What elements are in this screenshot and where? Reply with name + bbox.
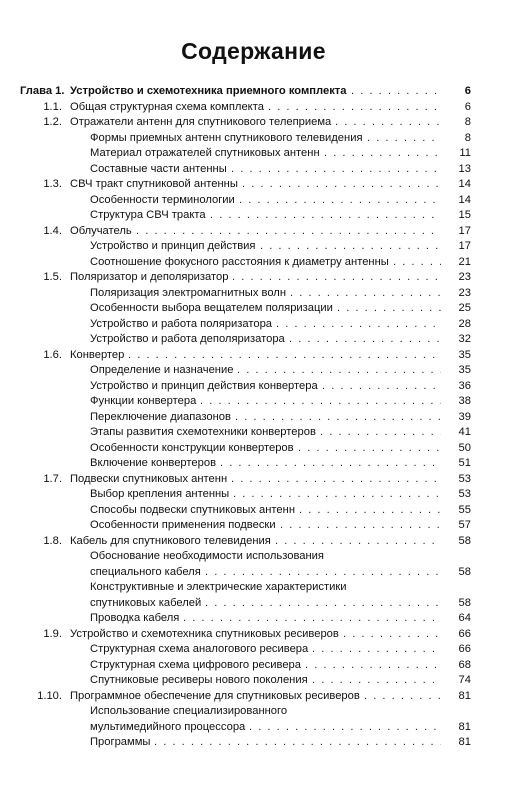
toc-title: Структурная схема цифрового ресивера — [90, 658, 302, 671]
dot-leader — [242, 177, 441, 193]
toc-subsection[interactable] — [0, 410, 507, 426]
toc-subsection[interactable] — [0, 658, 507, 674]
toc-subsection[interactable] — [0, 518, 507, 534]
dot-leader — [128, 348, 441, 364]
toc-page-number: 68 — [458, 658, 471, 671]
toc-subsection[interactable] — [0, 735, 507, 751]
toc-number: 1.3. — [43, 178, 62, 190]
toc-number: 1.9. — [43, 627, 62, 640]
toc-page-number: 66 — [458, 627, 471, 640]
toc-title: СВЧ тракт спутниковой антенны — [70, 178, 238, 190]
dot-leader — [154, 735, 441, 751]
toc-title-continued: специального кабеля — [90, 565, 201, 578]
toc-title: Особенности терминологии — [90, 193, 235, 206]
toc-title: Функции конвертера — [90, 395, 197, 407]
toc-number: 1.6. — [43, 348, 62, 361]
toc-subsection[interactable] — [0, 146, 507, 162]
toc-subsection[interactable] — [0, 162, 507, 178]
dot-leader — [276, 317, 441, 333]
toc-title: Включение конвертеров — [90, 457, 217, 469]
toc-page-number: 51 — [458, 457, 471, 469]
toc-subsection[interactable] — [0, 673, 507, 689]
toc-title: Поляризация электромагнитных волн — [90, 286, 287, 299]
dot-leader — [205, 596, 441, 612]
toc-title: Облучатель — [70, 224, 132, 237]
toc-title: Особенности выбора вещателем поляризации — [90, 302, 333, 314]
dot-leader — [275, 534, 441, 550]
dot-leader — [367, 131, 441, 147]
toc-page-number: 11 — [459, 147, 471, 159]
toc-subsection[interactable] — [0, 239, 507, 255]
toc-number: 1.2. — [43, 116, 62, 128]
dot-leader — [136, 224, 441, 240]
toc-page-number: 36 — [458, 379, 471, 392]
toc-title: Проводка кабеля — [90, 612, 180, 624]
toc-page-number: 55 — [458, 503, 471, 516]
toc-title: Формы приемных антенн спутникового телевидения — [90, 131, 363, 144]
toc-page-number: 23 — [458, 271, 471, 283]
dot-leader — [364, 689, 441, 705]
toc-page-number: 32 — [458, 333, 471, 345]
dot-leader — [312, 673, 441, 689]
toc-title: Отражатели антенн для спутникового телеприема — [70, 116, 332, 128]
dot-leader — [249, 720, 441, 736]
toc-page-number: 28 — [458, 317, 471, 330]
dot-leader — [289, 332, 441, 348]
toc-title: Устройство и принцип действия конвертера — [90, 379, 318, 392]
toc-title: Устройство и схемотехника приемного комплекта — [70, 85, 347, 97]
dot-leader — [200, 394, 441, 410]
dot-leader — [320, 425, 441, 441]
toc-section[interactable] — [0, 534, 507, 550]
toc-title: Составные части антенны — [90, 162, 227, 175]
toc-subsection[interactable] — [0, 363, 507, 379]
toc-title: Устройство и работа поляризатора — [90, 317, 273, 330]
toc-subsection[interactable] — [0, 441, 507, 457]
toc-title: Соотношение фокусного расстояния к диаметру антенны — [90, 255, 389, 268]
toc-page-number: 81 — [458, 720, 471, 733]
dot-leader — [232, 270, 441, 286]
toc-title: Структурная схема аналогового ресивера — [90, 643, 309, 655]
toc-title: Структура СВЧ тракта — [90, 209, 206, 221]
toc-title: Поляризатор и деполяризатор — [70, 271, 229, 283]
toc-title: Кабель для спутникового телевидения — [70, 534, 271, 547]
dot-leader — [290, 286, 441, 302]
dot-leader — [237, 363, 441, 379]
dot-leader — [280, 518, 441, 534]
dot-leader — [351, 84, 441, 100]
toc-subsection[interactable] — [0, 332, 507, 348]
toc-number: 1.10. — [37, 689, 62, 702]
toc-title-continued: спутниковых кабелей — [90, 596, 202, 609]
dot-leader — [299, 503, 441, 519]
dot-leader — [312, 642, 441, 658]
dot-leader — [239, 193, 441, 209]
toc-subsection[interactable] — [0, 193, 507, 209]
dot-leader — [337, 301, 441, 317]
toc-page-number: 66 — [458, 643, 471, 655]
dot-leader — [305, 658, 441, 674]
toc-page-number: 23 — [458, 286, 471, 299]
toc-page-number: 81 — [458, 689, 471, 702]
toc-section[interactable] — [0, 270, 507, 286]
toc-subsection[interactable] — [0, 394, 507, 410]
toc-subsection[interactable] — [0, 255, 507, 271]
toc-section[interactable] — [0, 689, 507, 705]
toc-page-number: 17 — [458, 240, 471, 252]
toc-page-number: 50 — [458, 441, 471, 454]
toc-page-number: 58 — [458, 596, 471, 609]
toc-title: Особенности применения подвески — [90, 519, 276, 531]
toc-subsection[interactable] — [0, 704, 507, 735]
toc-number: 1.7. — [43, 472, 62, 485]
toc-subsection[interactable] — [0, 317, 507, 333]
toc-title: Подвески спутниковых антенн — [70, 472, 228, 485]
toc-page-number: 57 — [458, 519, 471, 531]
toc-title: Выбор крепления антенны — [90, 488, 230, 500]
dot-leader — [205, 565, 441, 581]
toc-subsection[interactable] — [0, 503, 507, 519]
toc-page-number: 13 — [458, 162, 471, 175]
dot-leader — [233, 487, 441, 503]
toc-title: Программное обеспечение для спутниковых ресиверов — [70, 689, 360, 702]
toc-section[interactable] — [0, 100, 507, 116]
toc-title: Особенности конструкции конвертеров — [90, 441, 294, 454]
toc-subsection[interactable] — [0, 208, 507, 224]
dot-leader — [183, 611, 441, 627]
toc-chapter[interactable] — [0, 84, 507, 100]
dot-leader — [231, 472, 441, 488]
toc-title: Конструктивные и электрические характеристики — [90, 581, 347, 593]
toc-page-number: 8 — [464, 116, 471, 128]
toc-subsection[interactable] — [0, 456, 507, 472]
toc-section[interactable] — [0, 115, 507, 131]
toc-page-number: 6 — [464, 85, 471, 97]
toc-page-number: 15 — [458, 209, 471, 221]
toc-page-number: 6 — [464, 100, 471, 113]
toc-title: Этапы развития схемотехники конвертеров — [90, 426, 316, 438]
toc-title: Устройство и работа деполяризатора — [90, 333, 285, 345]
toc-section[interactable] — [0, 472, 507, 488]
toc-subsection[interactable] — [0, 580, 507, 611]
dot-leader — [260, 239, 441, 255]
toc-page-number: 41 — [458, 426, 471, 438]
toc-subsection[interactable] — [0, 286, 507, 302]
toc-section[interactable] — [0, 627, 507, 643]
toc-title: Обоснование необходимости использования — [90, 550, 324, 562]
toc-section[interactable] — [0, 224, 507, 240]
toc-title: Общая структурная схема комплекта — [70, 100, 264, 113]
toc-number: 1.8. — [43, 534, 62, 547]
toc-subsection[interactable] — [0, 642, 507, 658]
toc-title: Конвертер — [70, 348, 125, 361]
toc-page-number: 8 — [464, 131, 471, 144]
toc-title: Определение и назначение — [90, 364, 234, 376]
toc-title: Устройство и схемотехника спутниковых ресиверов — [70, 627, 339, 640]
toc-number: 1.5. — [43, 271, 62, 283]
dot-leader — [220, 456, 441, 472]
toc-title: Устройство и принцип действия — [90, 240, 256, 252]
toc-page-number: 53 — [458, 472, 471, 485]
toc-title: Программы — [90, 736, 151, 748]
toc-subsection[interactable] — [0, 131, 507, 147]
dot-leader — [235, 410, 441, 426]
toc-number: Глава 1. — [20, 85, 65, 97]
dot-leader — [298, 441, 441, 457]
toc-page-number: 14 — [458, 193, 471, 206]
toc-number: 1.1. — [43, 100, 62, 113]
toc-page-number: 74 — [458, 674, 471, 686]
toc-page-number: 38 — [458, 395, 471, 407]
toc-page-number: 64 — [458, 612, 471, 624]
toc-page-number: 25 — [458, 302, 471, 314]
toc-subsection[interactable] — [0, 549, 507, 580]
toc-subsection[interactable] — [0, 425, 507, 441]
toc-page-number: 58 — [458, 565, 471, 578]
page-title: Содержание — [181, 38, 326, 64]
table-of-contents — [0, 84, 507, 751]
dot-leader — [231, 162, 441, 178]
toc-title: Спутниковые ресиверы нового поколения — [90, 674, 308, 686]
dot-leader — [210, 208, 441, 224]
toc-number: 1.4. — [43, 224, 62, 237]
toc-title: Материал отражателей спутниковых антенн — [90, 147, 320, 159]
toc-page-number: 58 — [458, 534, 471, 547]
toc-title: Переключение диапазонов — [90, 410, 231, 423]
toc-title-continued: мультимедийного процессора — [90, 720, 246, 733]
toc-subsection[interactable] — [0, 611, 507, 627]
toc-page-number: 35 — [458, 364, 471, 376]
toc-subsection[interactable] — [0, 487, 507, 503]
toc-section[interactable] — [0, 348, 507, 364]
toc-section[interactable] — [0, 177, 507, 193]
toc-subsection[interactable] — [0, 379, 507, 395]
toc-title: Использование специализированного — [90, 705, 288, 717]
toc-page-number: 14 — [458, 178, 471, 190]
dot-leader — [335, 115, 441, 131]
dot-leader — [322, 379, 441, 395]
toc-page-number: 35 — [458, 348, 471, 361]
toc-page-number: 21 — [458, 255, 471, 268]
dot-leader — [268, 100, 441, 116]
dot-leader — [324, 146, 441, 162]
toc-page-number: 53 — [458, 488, 471, 500]
toc-subsection[interactable] — [0, 301, 507, 317]
toc-page-number: 17 — [458, 224, 471, 237]
toc-page-number: 81 — [458, 736, 471, 748]
toc-title: Способы подвески спутниковых антенн — [90, 503, 296, 516]
toc-page-number: 39 — [458, 410, 471, 423]
dot-leader — [393, 255, 441, 271]
dot-leader — [343, 627, 441, 643]
